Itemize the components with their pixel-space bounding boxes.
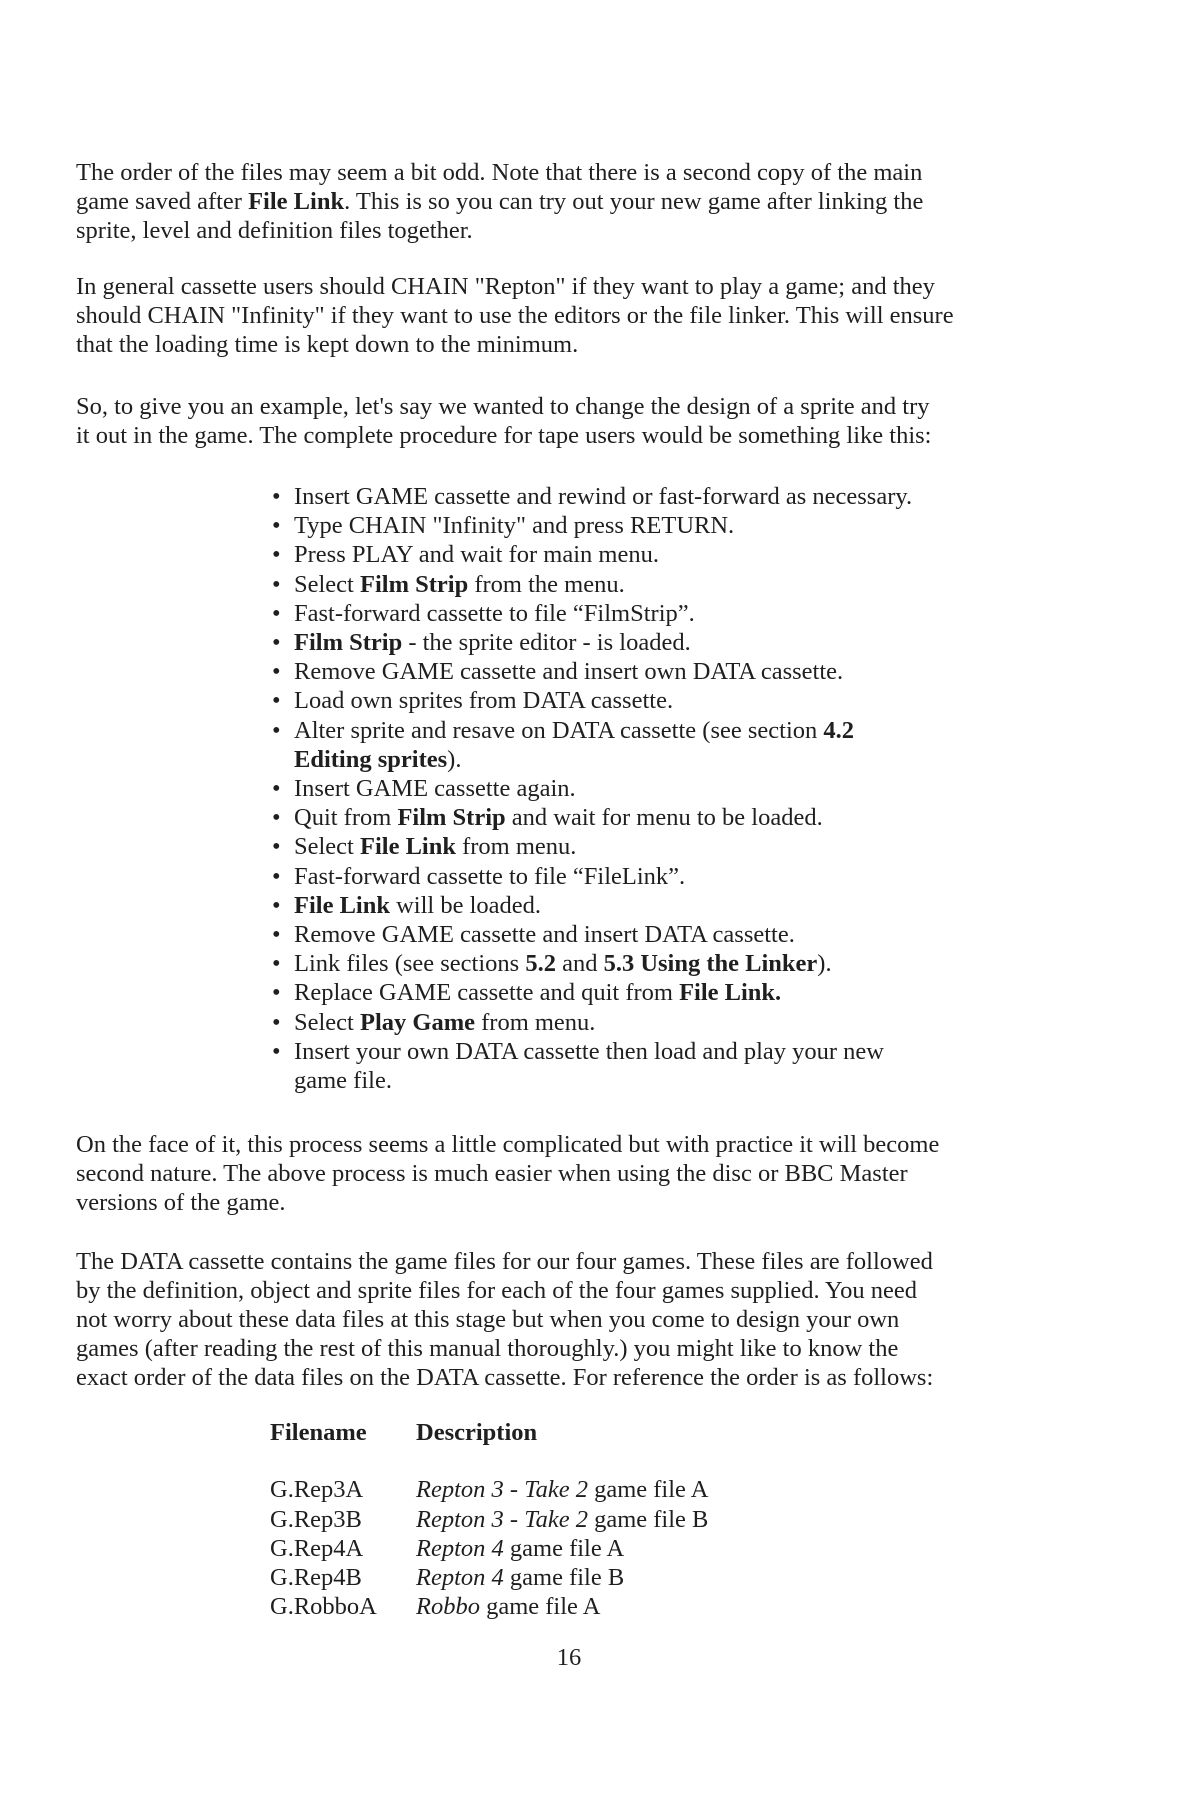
text-line <box>76 392 1066 421</box>
description-text: game file B <box>587 1505 709 1533</box>
description-text: game file A <box>479 1593 601 1621</box>
bullet-icon: • <box>272 716 281 744</box>
step-text: Insert your own DATA cassette then load and play your new <box>294 1037 884 1065</box>
line-text: versions of the game. <box>76 1189 286 1216</box>
bullet-icon: • <box>272 833 281 861</box>
file-table-row <box>270 1475 708 1504</box>
procedure-step <box>270 628 1070 657</box>
bullet-icon: • <box>272 629 281 657</box>
step-text: from menu. <box>455 833 577 861</box>
file-table-row <box>270 1505 708 1534</box>
procedure-step <box>270 599 1070 628</box>
step-text: Quit from <box>294 804 398 832</box>
step-text: from menu. <box>475 1008 596 1036</box>
step-text: Load own sprites from DATA cassette. <box>294 687 674 715</box>
description-italic-text: Repton 3 <box>416 1505 504 1533</box>
step-text: will be loaded. <box>389 891 542 919</box>
description-italic-text: Take 2 <box>524 1505 588 1533</box>
bullet-icon: • <box>272 979 281 1007</box>
line-text: sprite, level and definition files together. <box>76 217 473 244</box>
step-line <box>294 745 1070 774</box>
procedure-step <box>270 920 1070 949</box>
line-text: game saved after <box>76 188 249 215</box>
text-line <box>76 421 1066 450</box>
text-line <box>76 330 1066 359</box>
step-bold-text: File Link <box>360 833 456 861</box>
page-number: 16 <box>556 1644 582 1671</box>
step-bold-text: Film Strip <box>360 570 469 598</box>
bullet-icon: • <box>272 1008 281 1036</box>
step-text: and <box>555 950 604 978</box>
step-bold-text: Film Strip <box>397 804 506 832</box>
bullet-icon: • <box>272 862 281 890</box>
procedure-step <box>270 1037 1070 1095</box>
text-line <box>76 158 1066 187</box>
text-line <box>76 301 1066 330</box>
step-line <box>294 511 1070 540</box>
step-line <box>294 774 1070 803</box>
line-text: exact order of the data files on the DATA cassette. For reference the order is as follows: <box>76 1364 934 1391</box>
description-italic-text: Repton 4 <box>416 1564 504 1592</box>
line-text: . This is so you can try out your new game after linking the <box>344 188 924 215</box>
file-table-row <box>270 1563 708 1592</box>
line-text: In general cassette users should CHAIN "Repton" if they want to play a game; and they <box>76 273 935 300</box>
paragraph-process-note <box>76 1130 1066 1217</box>
step-bold-text: 4.2 <box>823 716 854 744</box>
text-line <box>76 216 1066 245</box>
bullet-icon: • <box>272 775 281 803</box>
line-text: So, to give you an example, let's say we wanted to change the design of a sprite and try <box>76 393 930 420</box>
description-cell <box>416 1475 708 1504</box>
text-line <box>76 1276 1066 1305</box>
text-line <box>76 1363 1066 1392</box>
procedure-list <box>270 482 1070 1095</box>
description-header: Description <box>416 1419 538 1446</box>
line-bold-text: File Link <box>248 188 345 215</box>
procedure-step <box>270 949 1070 978</box>
step-line <box>294 832 1070 861</box>
step-text: Type CHAIN "Infinity" and press RETURN. <box>294 512 735 540</box>
line-text: it out in the game. The complete procedure for tape users would be something like this: <box>76 422 932 449</box>
description-cell <box>416 1592 600 1621</box>
filename-cell: G.Rep4A <box>270 1534 364 1562</box>
file-table-header <box>270 1418 708 1447</box>
bullet-icon: • <box>272 599 281 627</box>
text-line <box>76 1334 1066 1363</box>
procedure-step <box>270 686 1070 715</box>
step-line <box>294 686 1070 715</box>
line-text: that the loading time is kept down to the minimum. <box>76 331 579 358</box>
description-cell <box>416 1505 708 1534</box>
description-text: game file A <box>503 1534 625 1562</box>
bullet-icon: • <box>272 921 281 949</box>
paragraph-cassette-users <box>76 272 1066 359</box>
step-text: Fast-forward cassette to file “FileLink”. <box>294 862 686 890</box>
procedure-step <box>270 657 1070 686</box>
step-text: and wait for menu to be loaded. <box>505 804 823 832</box>
step-text: ). <box>817 950 832 978</box>
file-table-body <box>270 1475 708 1621</box>
procedure-step <box>270 803 1070 832</box>
line-text: On the face of it, this process seems a little complicated but with practice it will become <box>76 1131 940 1158</box>
file-table-row <box>270 1534 708 1563</box>
bullet-icon: • <box>272 804 281 832</box>
line-text: games (after reading the rest of this manual thoroughly.) you might like to know the <box>76 1335 899 1362</box>
description-text: - <box>503 1476 525 1504</box>
filename-cell: G.Rep4B <box>270 1564 362 1592</box>
bullet-icon: • <box>272 541 281 569</box>
step-bold-text: File Link. <box>679 979 782 1007</box>
bullet-icon: • <box>272 891 281 919</box>
procedure-step <box>270 1008 1070 1037</box>
step-bold-text: File Link <box>294 891 390 919</box>
bullet-icon: • <box>272 687 281 715</box>
step-line <box>294 1066 1070 1095</box>
description-text: game file B <box>503 1564 625 1592</box>
bullet-icon: • <box>272 658 281 686</box>
bullet-icon: • <box>272 1037 281 1065</box>
description-cell <box>416 1534 624 1563</box>
step-line <box>294 570 1070 599</box>
text-line <box>76 1188 1066 1217</box>
filename-cell: G.Rep3B <box>270 1505 362 1533</box>
step-bold-text: 5.3 Using the Linker <box>603 950 818 978</box>
description-italic-text: Take 2 <box>524 1476 588 1504</box>
step-line <box>294 540 1070 569</box>
step-line <box>294 803 1070 832</box>
filename-header: Filename <box>270 1419 367 1446</box>
file-table <box>270 1418 708 1622</box>
step-text: - the sprite editor - is loaded. <box>402 629 691 657</box>
step-line <box>294 599 1070 628</box>
file-table-row <box>270 1592 708 1621</box>
procedure-step <box>270 862 1070 891</box>
description-italic-text: Repton 4 <box>416 1534 504 1562</box>
procedure-step <box>270 716 1070 774</box>
step-line <box>294 657 1070 686</box>
step-bold-text: Editing sprites <box>294 745 448 773</box>
procedure-step <box>270 891 1070 920</box>
text-line <box>76 187 1066 216</box>
step-line <box>294 949 1070 978</box>
step-line <box>294 1037 1070 1066</box>
description-cell <box>416 1563 624 1592</box>
procedure-step <box>270 978 1070 1007</box>
text-line <box>76 1305 1066 1334</box>
text-line <box>76 272 1066 301</box>
step-line <box>294 920 1070 949</box>
step-text: game file. <box>294 1067 392 1095</box>
line-text: by the definition, object and sprite files for each of the four games supplied. You need <box>76 1277 917 1304</box>
line-text: second nature. The above process is much easier when using the disc or BBC Master <box>76 1160 908 1187</box>
procedure-step <box>270 832 1070 861</box>
step-bold-text: Film Strip <box>294 629 403 657</box>
text-line <box>76 1159 1066 1188</box>
step-text: Select <box>294 833 360 861</box>
description-italic-text: Robbo <box>416 1593 480 1621</box>
step-line <box>294 978 1070 1007</box>
step-line <box>294 628 1070 657</box>
paragraph-file-order <box>76 158 1066 245</box>
step-line <box>294 482 1070 511</box>
step-text: Replace GAME cassette and quit from <box>294 979 680 1007</box>
filename-cell: G.Rep3A <box>270 1476 364 1504</box>
description-text: game file A <box>587 1476 709 1504</box>
line-text: not worry about these data files at this stage but when you come to design your own <box>76 1306 900 1333</box>
procedure-step <box>270 570 1070 599</box>
step-text: Alter sprite and resave on DATA cassette (see section <box>294 716 824 744</box>
procedure-step <box>270 511 1070 540</box>
step-text: Insert GAME cassette again. <box>294 775 576 803</box>
description-text: - <box>503 1505 525 1533</box>
step-text: Select <box>294 570 360 598</box>
step-line <box>294 862 1070 891</box>
step-text: Remove GAME cassette and insert DATA cassette. <box>294 921 795 949</box>
filename-cell: G.RobboA <box>270 1593 377 1621</box>
bullet-icon: • <box>272 950 281 978</box>
procedure-step <box>270 774 1070 803</box>
bullet-icon: • <box>272 483 281 510</box>
step-text: from the menu. <box>468 570 625 598</box>
procedure-step <box>270 482 1070 511</box>
line-text: The DATA cassette contains the game files for our four games. These files are followed <box>76 1248 933 1275</box>
line-text: The order of the files may seem a bit odd. Note that there is a second copy of the main <box>76 159 923 186</box>
line-text: should CHAIN "Infinity" if they want to use the editors or the file linker. This will ensure <box>76 302 954 329</box>
step-text: Insert GAME cassette and rewind or fast-forward as necessary. <box>294 483 913 510</box>
procedure-step <box>270 540 1070 569</box>
paragraph-example-intro <box>76 392 1066 450</box>
paragraph-data-cassette <box>76 1247 1066 1392</box>
step-line <box>294 716 1070 745</box>
step-line <box>294 1008 1070 1037</box>
step-text: Select <box>294 1008 360 1036</box>
text-line <box>76 1130 1066 1159</box>
bullet-icon: • <box>272 570 281 598</box>
text-line <box>76 1247 1066 1276</box>
bullet-icon: • <box>272 512 281 540</box>
step-text: Fast-forward cassette to file “FilmStrip”. <box>294 599 695 627</box>
step-bold-text: Play Game <box>360 1008 475 1036</box>
description-italic-text: Repton 3 <box>416 1476 504 1504</box>
step-line <box>294 891 1070 920</box>
step-text: Remove GAME cassette and insert own DATA cassette. <box>294 658 844 686</box>
step-bold-text: 5.2 <box>525 950 556 978</box>
step-text: Press PLAY and wait for main menu. <box>294 541 659 569</box>
step-text: Link files (see sections <box>294 950 526 978</box>
step-text: ). <box>447 745 462 773</box>
